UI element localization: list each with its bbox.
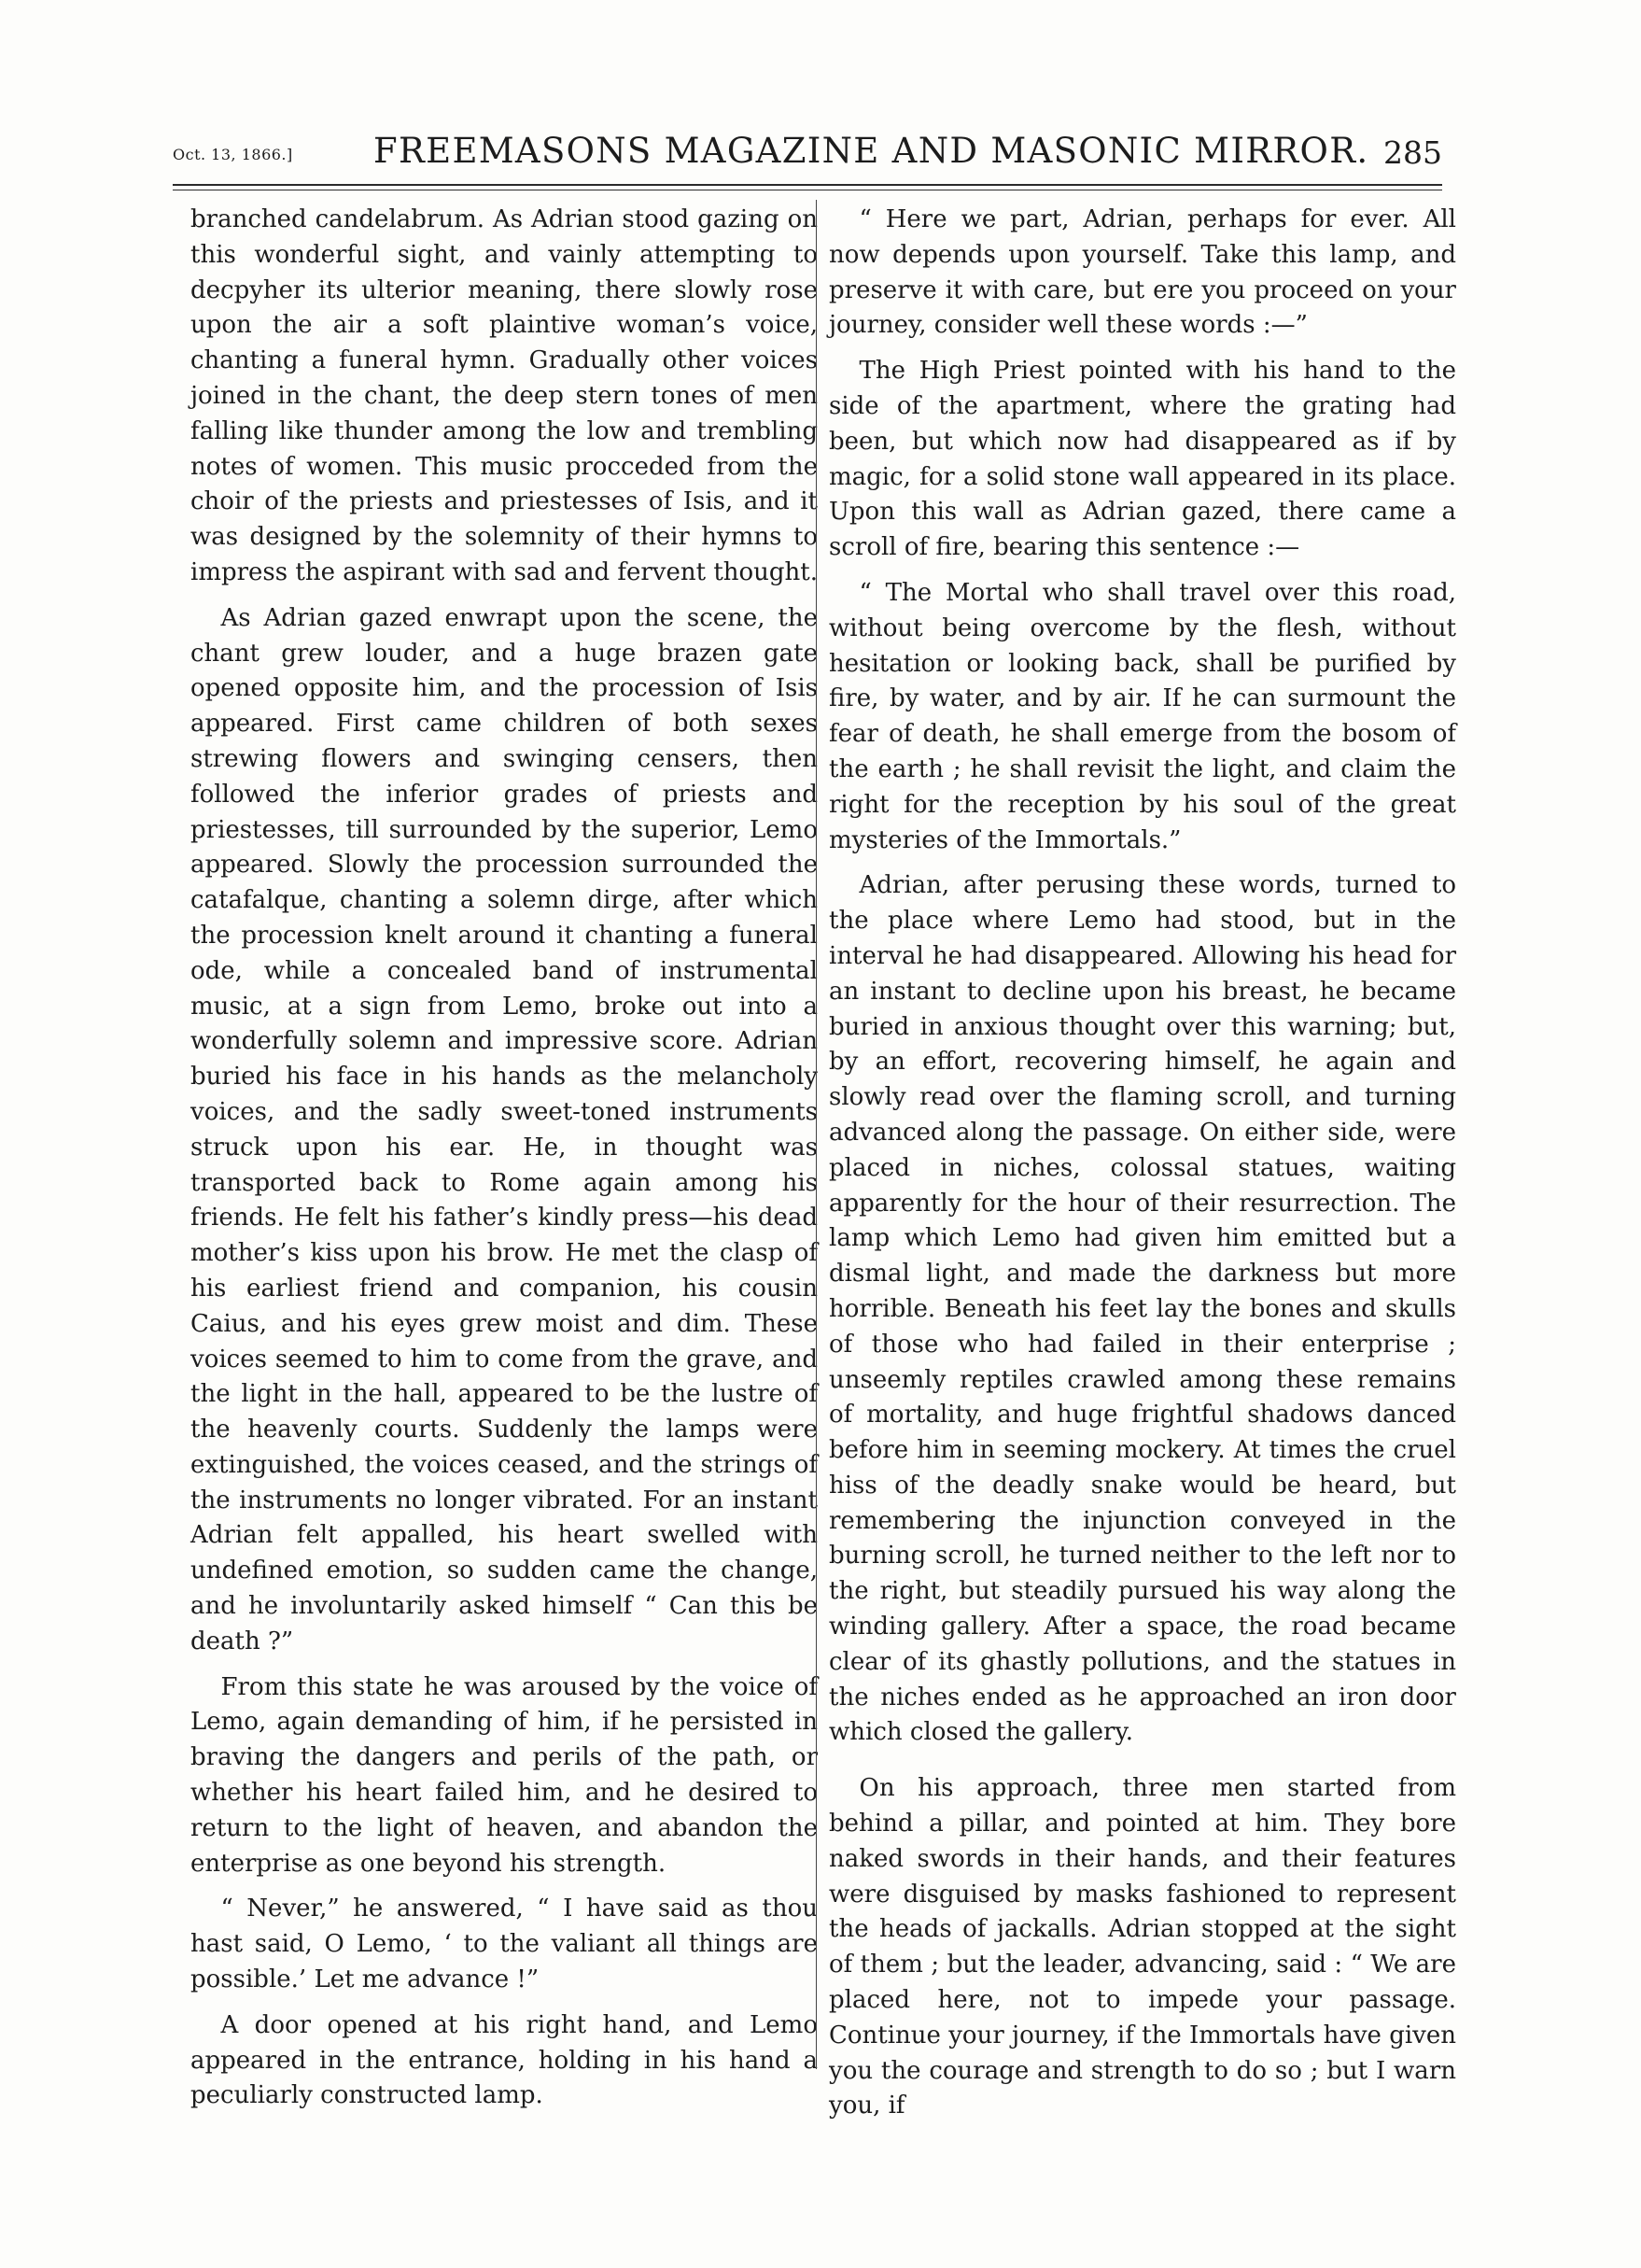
paragraph: “ The Mortal who shall travel over this road, without being overcome by the flesh, without hesitation or looking back, shall be purified by fire, by water, and by air. If he can surmount the fear of death, he shall emerge from the bosom of the earth ; he shall revisit the light, and claim the right for the reception by his soul of the great mysteries of the Immortals.” (829, 578, 1456, 854)
issue-date: Oct. 13, 1866.] (173, 146, 293, 163)
column-divider (816, 200, 817, 2069)
paragraph: As Adrian gazed enwrapt upon the scene, the chant grew louder, and a huge brazen gate opened opposite him, and the procession of Isis appeared. First came children of both sexes strewing flowers and swinging censers, then followed the inferior grades of priests and priestesses, till surrounded by the superior, Lemo appeared. Slowly the procession surrounded the catafalque, chanting a solemn dirge, after which the procession knelt around it chanting a funeral ode, while a concealed band of instrumental music, at a sign from Lemo, broke out into a wonderfully solemn and impressive score. Adrian buried his face in his hands as the melancholy voices, and the sadly sweet-toned instruments struck upon his ear. He, in thought was transported back to Rome again among his friends. He felt his father’s kindly press—his dead mother’s kiss upon his brow. He met the clasp of his earliest friend and companion, his cousin Caius, and his eyes grew moist and dim. These voices seemed to him to come from the grave, and the light in the hall, appeared to be the lustre of the heavenly courts. Suddenly the lamps were extinguished, the voices ceased, and the strings of the instruments no longer vibrated. For an instant Adrian felt appalled, his heart swelled with undefined emotion, so sudden came the change, and he involuntarily asked himself “ Can this be death ?” (190, 603, 818, 1655)
right-column (829, 203, 1456, 2124)
paragraph: Adrian, after perusing these words, turned to the place where Lemo had stood, but in the interval he had disappeared. Allowing his head for an instant to decline upon his breast, he became buried in anxious thought over this warning; but, by an effort, recovering himself, he again and slowly read over the flaming scroll, and turning advanced along the passage. On either side, were placed in niches, colossal statues, waiting apparently for the hour of their resurrection. The lamp which Lemo had given him emitted but a dismal light, and made the darkness but more horrible. Beneath his feet lay the bones and skulls of those who had failed in their enterprise ; unseemly reptiles crawled among these remains of mortality, and huge frightful shadows danced before him in seeming mockery. At times the cruel hiss of the deadly snake would be heard, but remembering the injunction conveyed in the burning scroll, he turned neither to the left nor to the right, but steadily pursued his way along the winding gallery. After a space, the road became clear of its ghastly pollutions, and the statues in the niches ended as he approached an iron door which closed the gallery. (829, 871, 1456, 1747)
paragraph: “ Never,” he answered, “ I have said as thou hast said, O Lemo, ‘ to the valiant all things are possible.’ Let me advance !” (190, 1895, 818, 1994)
paragraph: From this state he was aroused by the voice of Lemo, again demanding of him, if he persisted in braving the dangers and perils of the path, or whether his heart failed him, and he desired to return to the light of heaven, and abandon the enterprise as one beyond his strength. (190, 1672, 818, 1878)
left-column (190, 203, 818, 2114)
paragraph: branched candelabrum. As Adrian stood gazing on this wonderful sight, and vainly attempting to decpyher its ulterior meaning, there slowly rose upon the air a soft plaintive woman’s voice, chanting a funeral hymn. Gradually other voices joined in the chant, the deep stern tones of men falling like thunder among the low and trembling notes of women. This music procceded from the choir of the priests and priestesses of Isis, and it was designed by the solemnity of their hymns to impress the aspirant with sad and fervent thought. (190, 205, 819, 586)
header-rule-thick (173, 184, 1442, 186)
paragraph: The High Priest pointed with his hand to the side of the apartment, where the grating had been, but which now had disappeared as if by magic, for a solid stone wall appeared in its place. Upon this wall as Adrian gazed, there came a scroll of fire, bearing this sentence :— (829, 357, 1456, 562)
paragraph: “ Here we part, Adrian, perhaps for ever. All now depends upon yourself. Take this lamp, and preserve it with care, but ere you proceed on your journey, consider well these words :—” (829, 205, 1456, 340)
page-number: 285 (1383, 134, 1442, 171)
paragraph: On his approach, three men started from behind a pillar, and pointed at him. They bore naked swords in their hands, and their features were disguised by masks fashioned to represent the heads of jackalls. Adrian stopped at the sight of them ; but the leader, advancing, said : “ We are placed here, not to impede your passage. Continue your journey, if the Immortals have given you the courage and strength to do so ; but I warn you, if (829, 1774, 1456, 2120)
magazine-title: FREEMASONS MAGAZINE AND MASONIC MIRROR. (373, 131, 1369, 171)
paragraph: A door opened at his right hand, and Lemo appeared in the entrance, holding in his hand a peculiarly constructed lamp. (190, 2010, 818, 2110)
page-header (173, 125, 1442, 181)
